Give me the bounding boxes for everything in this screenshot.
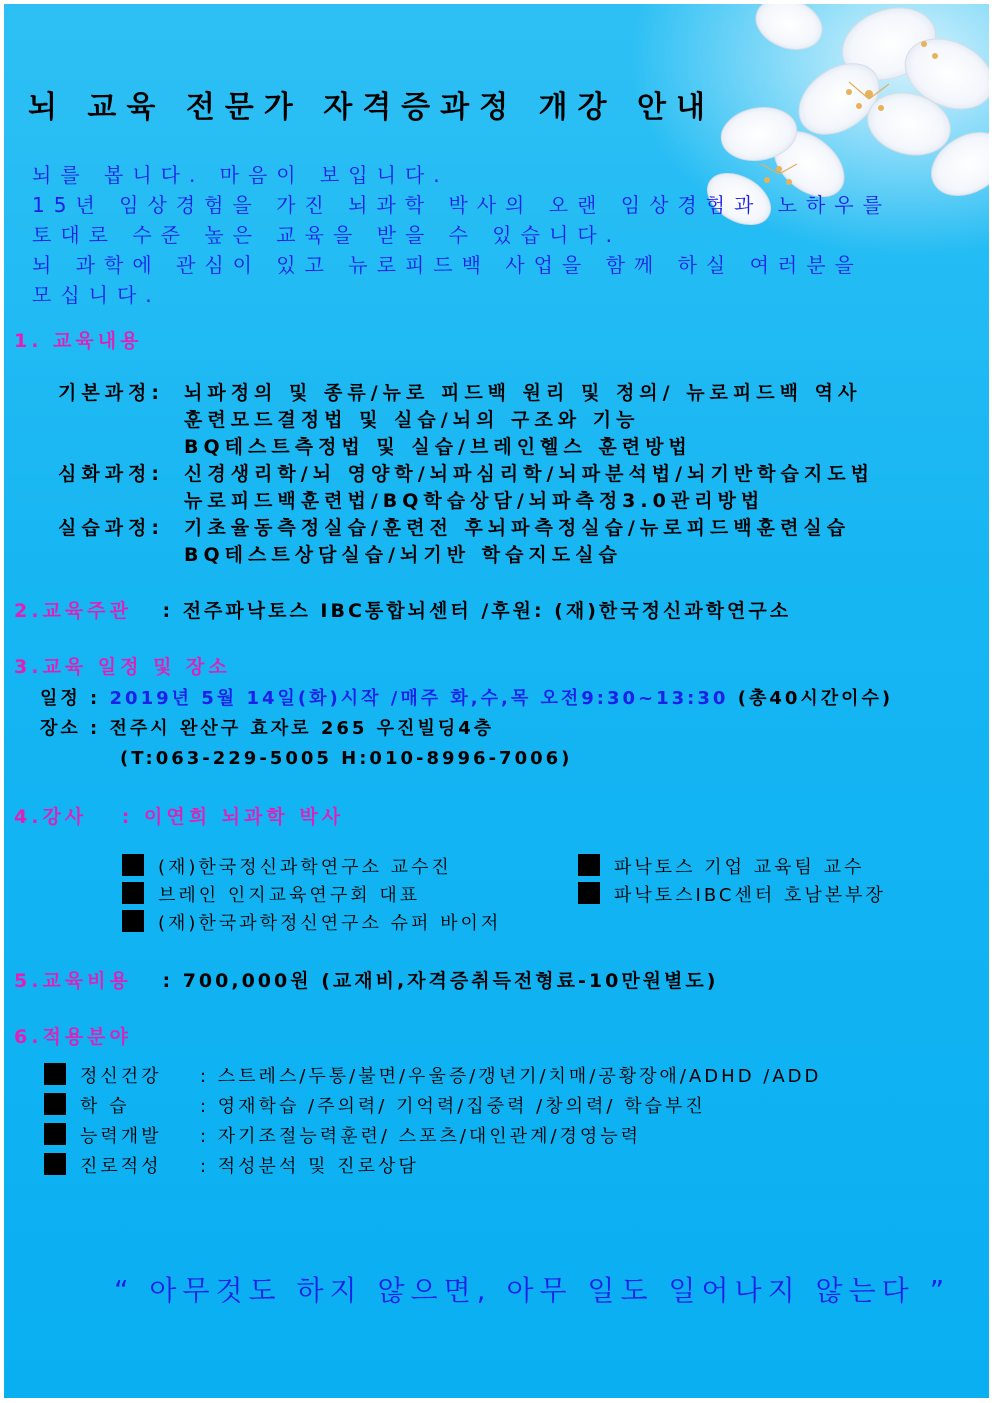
bullet-square-icon [578, 854, 600, 876]
field-row [44, 1122, 821, 1152]
curriculum-row [58, 515, 874, 542]
field-label: 학 습 [80, 1096, 130, 1117]
credential-item: 브레인 인지교육연구회 대표 [158, 885, 421, 906]
bullet-square-icon [44, 1063, 66, 1085]
intro-line: 토대로 수준 높은 교육을 받을 수 있습니다. [32, 223, 621, 247]
place-value: 전주시 완산구 효자로 265 우진빌딩4층 [109, 718, 495, 739]
bullet-square-icon [122, 882, 144, 904]
bullet-square-icon [44, 1153, 66, 1175]
instructor-credentials [122, 854, 886, 938]
curriculum-row [58, 461, 874, 488]
curriculum-row [58, 407, 874, 434]
section-instructor [14, 802, 344, 829]
intro-line: 15년 임상경험을 가진 뇌과학 박사의 오랜 임상경험과 노하우를 [32, 193, 891, 217]
schedule-label: 일정 : [40, 688, 101, 709]
course-content: BQ테스트상담실습/뇌기반 학습지도실습 [184, 544, 622, 566]
place-label: 장소 : [40, 718, 101, 739]
section-heading-instructor: 4.강사 [14, 806, 88, 828]
schedule-block [40, 684, 893, 774]
course-content: BQ테스트측정법 및 실습/브레인헬스 훈련방법 [184, 436, 692, 458]
field-label: 진로적성 [80, 1156, 162, 1177]
credential-row [122, 882, 886, 910]
course-label [58, 488, 176, 515]
section-heading-organizer: 2.교육주관 [14, 600, 132, 622]
course-content: 훈련모드결정법 및 실습/뇌의 구조와 기능 [184, 409, 640, 431]
field-value: : 적성분석 및 진로상담 [200, 1156, 419, 1177]
course-label [58, 407, 176, 434]
credential-item: (재)한국과학정신연구소 슈퍼 바이저 [158, 913, 502, 934]
fee-text: : 700,000원 (교재비,자격증취득전형료-10만원별도) [162, 970, 719, 992]
curriculum-row [58, 434, 874, 461]
intro-line: 뇌 과학에 관심이 있고 뉴로피드백 사업을 함께 하실 여러분을 [32, 253, 863, 277]
curriculum-row [58, 488, 874, 515]
credential-row [122, 910, 886, 938]
course-label: 실습과정: [58, 517, 165, 539]
section-heading-fee: 5.교육비용 [14, 970, 132, 992]
credential-item: 파낙토스IBC센터 호남본부장 [614, 885, 886, 906]
course-content: 뇌파정의 및 종류/뉴로 피드백 원리 및 정의/ 뉴로피드백 역사 [184, 382, 862, 404]
schedule-row [40, 684, 893, 714]
bullet-square-icon [122, 910, 144, 932]
application-fields [44, 1062, 821, 1182]
place-row [40, 714, 893, 744]
field-value: : 스트레스/두통/불면/우울증/갱년기/치매/공황장애/ADHD /ADD [200, 1066, 822, 1087]
organizer-text: : 전주파낙토스 IBC통합뇌센터 /후원: (재)한국정신과학연구소 [162, 600, 792, 622]
bullet-square-icon [578, 882, 600, 904]
curriculum-list [58, 380, 874, 569]
bullet-square-icon [122, 854, 144, 876]
course-label: 심화과정: [58, 463, 165, 485]
curriculum-row [58, 380, 874, 407]
intro-line: 뇌를 봅니다. 마음이 보입니다. [32, 163, 449, 187]
section-heading-curriculum: 1. 교육내용 [14, 330, 143, 352]
bullet-square-icon [44, 1093, 66, 1115]
curriculum-row [58, 542, 874, 569]
section-heading-schedule: 3.교육 일정 및 장소 [14, 656, 231, 678]
poster [4, 4, 989, 1398]
section-fee [14, 966, 718, 993]
credential-item: (재)한국정신과학연구소 교수진 [158, 857, 452, 878]
schedule-value: 2019년 5월 14일(화)시작 /매주 화,수,목 오전9:30~13:30 [109, 688, 729, 709]
field-value: : 자기조절능력훈련/ 스포츠/대인관계/경영능력 [200, 1126, 642, 1147]
field-label: 정신건강 [80, 1066, 162, 1087]
course-label: 기본과정: [58, 382, 165, 404]
field-row [44, 1152, 821, 1182]
course-content: 기초율동측정실습/훈련전 후뇌파측정실습/뉴로피드백훈련실습 [184, 517, 851, 539]
field-label: 능력개발 [80, 1126, 162, 1147]
section-organizer [14, 596, 791, 623]
field-row [44, 1092, 821, 1122]
closing-quote: “ 아무것도 하지 않으면, 아무 일도 일어나지 않는다 ” [114, 1274, 951, 1307]
intro-line: 모십니다. [32, 283, 161, 307]
instructor-name: : 이연희 뇌과학 박사 [121, 806, 345, 828]
intro-text [32, 160, 891, 310]
course-label [58, 542, 176, 569]
contact-row: (T:063-229-5005 H:010-8996-7006) [120, 748, 573, 769]
credential-row [122, 854, 886, 882]
bullet-square-icon [44, 1123, 66, 1145]
schedule-note: (총40시간이수) [737, 688, 894, 709]
field-row [44, 1062, 821, 1092]
section-heading-fields: 6.적용분야 [14, 1026, 132, 1048]
field-value: : 영재학습 /주의력/ 기억력/집중력 /창의력/ 학습부진 [200, 1096, 706, 1117]
credential-item: 파낙토스 기업 교육팀 교수 [614, 857, 865, 878]
course-label [58, 434, 176, 461]
course-content: 신경생리학/뇌 영양학/뇌파심리학/뇌파분석법/뇌기반학습지도법 [184, 463, 874, 485]
page-title: 뇌 교육 전문가 자격증과정 개강 안내 [28, 90, 715, 125]
course-content: 뉴로피드백훈련법/BQ학습상담/뇌파측정3.0관리방법 [184, 490, 765, 512]
